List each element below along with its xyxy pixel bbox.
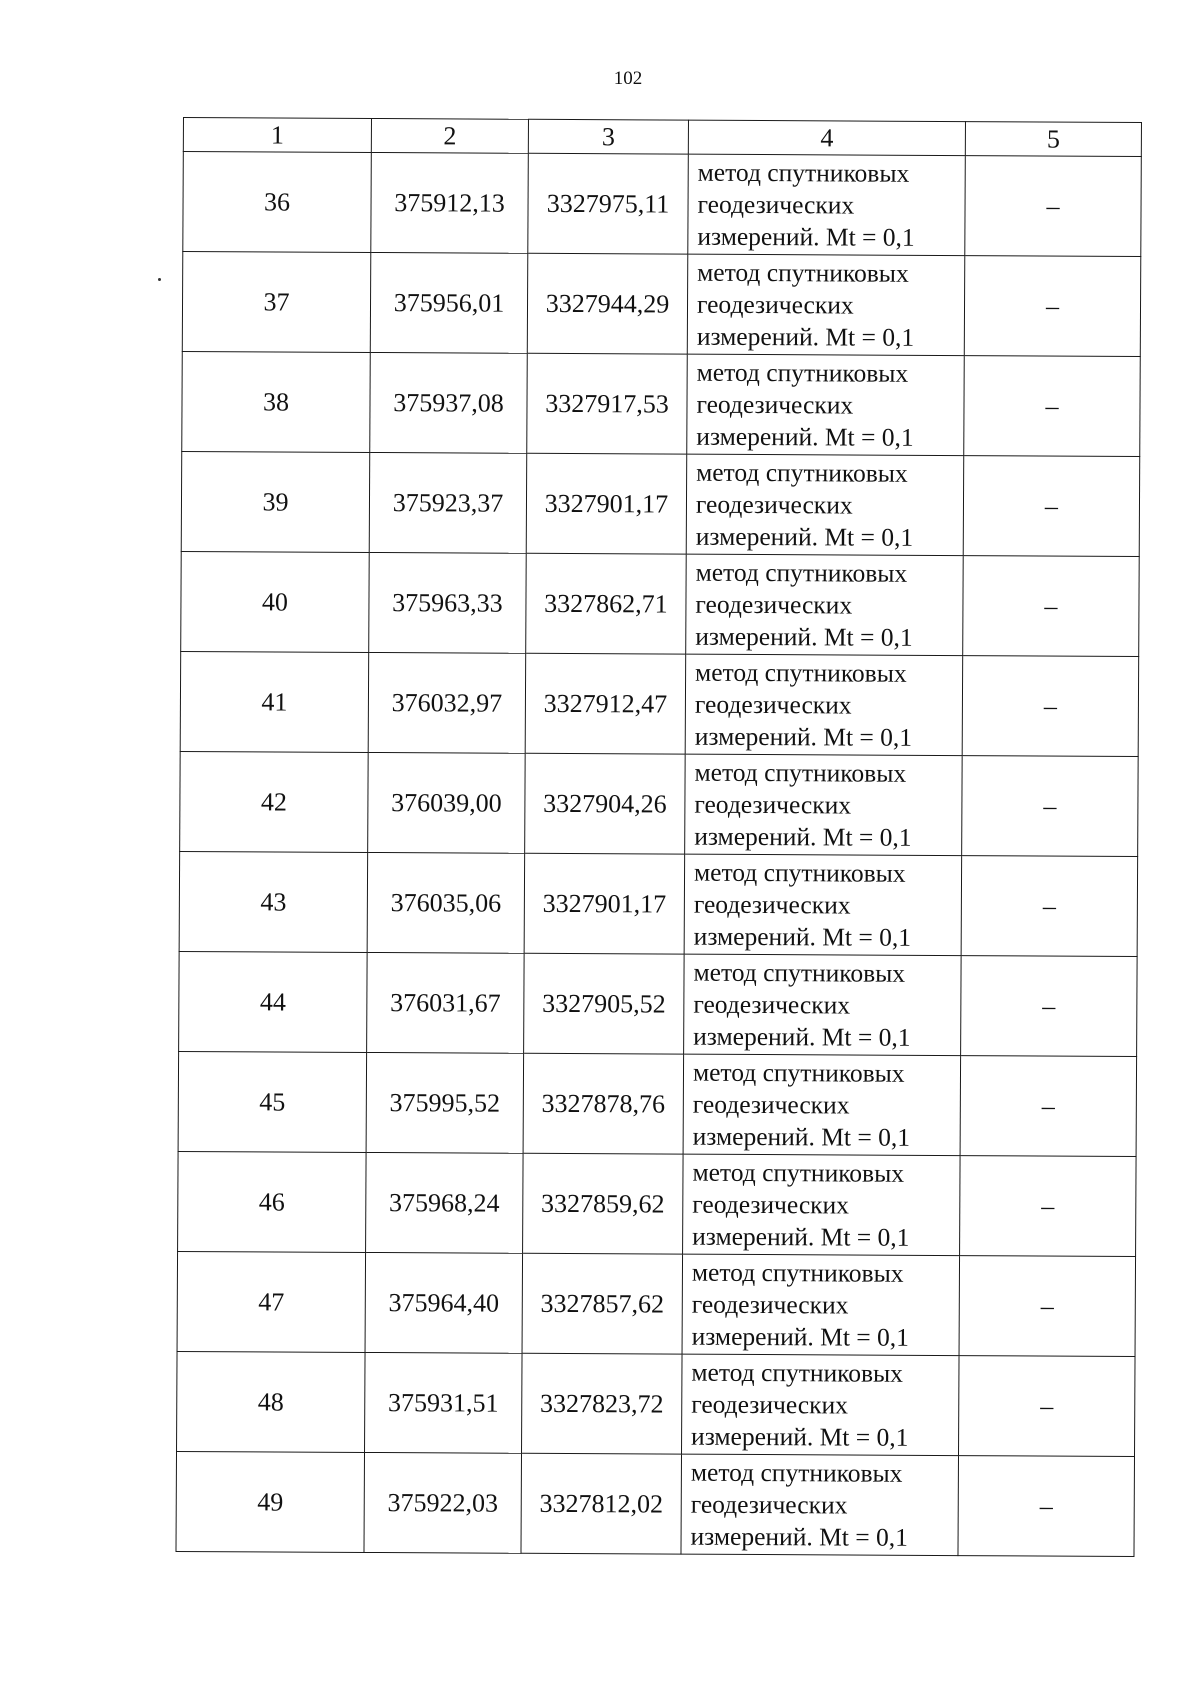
method-cell	[686, 554, 964, 655]
y-coordinate-cell: 3327812,02	[521, 1453, 682, 1554]
method-line: геодезических	[692, 1189, 850, 1220]
table-row	[181, 551, 1140, 656]
method-line: геодезических	[696, 289, 854, 320]
method-line: геодезических	[695, 489, 853, 520]
method-line: метод спутниковых	[691, 1357, 904, 1388]
table-row	[180, 651, 1139, 756]
method-line: измерений. Mt = 0,1	[693, 921, 912, 952]
note-cell: –	[963, 556, 1140, 657]
x-coordinate-cell: 376032,97	[368, 652, 526, 753]
method-line: геодезических	[691, 1389, 849, 1419]
method-line: метод спутниковых	[696, 457, 908, 488]
method-line: измерений. Mt = 0,1	[696, 421, 914, 452]
point-number-cell: 47	[177, 1251, 366, 1352]
point-number-cell: 38	[182, 351, 371, 452]
method-line: измерений. Mt = 0,1	[694, 721, 913, 752]
point-number-cell: 42	[180, 751, 369, 852]
x-coordinate-cell: 375968,24	[366, 1152, 524, 1253]
note-cell: –	[962, 756, 1139, 857]
method-cell	[687, 354, 965, 455]
page-number: 102	[613, 68, 643, 89]
y-coordinate-cell: 3327823,72	[522, 1353, 683, 1454]
method-cell	[687, 254, 965, 355]
method-line: метод спутниковых	[691, 1257, 904, 1288]
note-cell: –	[960, 1056, 1137, 1157]
method-line: измерений. Mt = 0,1	[694, 821, 912, 852]
point-number-cell: 39	[181, 451, 370, 552]
method-line: метод спутниковых	[693, 957, 906, 988]
method-line: измерений. Mt = 0,1	[693, 1021, 911, 1052]
x-coordinate-cell: 375923,37	[369, 452, 527, 553]
method-cell	[681, 1454, 959, 1555]
y-coordinate-cell: 3327862,71	[526, 553, 687, 654]
point-number-cell: 44	[179, 951, 368, 1052]
x-coordinate-cell: 375937,08	[370, 352, 528, 453]
method-line: измерений. Mt = 0,1	[695, 521, 914, 552]
point-number-cell: 36	[183, 152, 372, 253]
point-number-cell: 48	[177, 1351, 366, 1452]
method-line: метод спутниковых	[692, 1057, 905, 1088]
y-coordinate-cell: 3327912,47	[525, 653, 686, 754]
method-cell	[682, 1354, 960, 1455]
x-coordinate-cell: 376035,06	[367, 852, 525, 953]
method-cell	[683, 1154, 961, 1255]
y-coordinate-cell: 3327901,17	[526, 453, 687, 554]
table-row	[181, 451, 1140, 556]
column-header-1: 1	[183, 118, 371, 153]
table-row	[176, 1451, 1135, 1556]
method-cell	[682, 1254, 960, 1355]
table-row	[177, 1351, 1136, 1456]
method-line: измерений. Mt = 0,1	[697, 221, 915, 252]
method-cell	[685, 654, 963, 755]
note-cell: –	[961, 856, 1138, 957]
method-line: метод спутниковых	[692, 1157, 905, 1188]
point-number-cell: 43	[179, 851, 368, 952]
note-cell: –	[964, 256, 1141, 357]
y-coordinate-cell: 3327901,17	[524, 853, 685, 954]
note-cell: –	[963, 456, 1140, 557]
table-row	[182, 252, 1141, 357]
x-coordinate-cell: 375922,03	[364, 1452, 522, 1553]
table-row	[179, 851, 1138, 956]
method-line: метод спутниковых	[695, 657, 907, 688]
x-coordinate-cell: 376031,67	[367, 952, 525, 1053]
method-cell	[684, 954, 962, 1055]
point-number-cell: 46	[178, 1151, 367, 1252]
table-row	[183, 152, 1142, 257]
x-coordinate-cell: 375956,01	[370, 252, 528, 353]
note-cell: –	[961, 956, 1138, 1057]
point-number-cell: 40	[181, 551, 370, 652]
method-line: геодезических	[694, 789, 852, 820]
method-line: измерений. Mt = 0,1	[690, 1521, 908, 1552]
x-coordinate-cell: 375964,40	[365, 1252, 523, 1353]
table-row	[180, 751, 1139, 856]
note-cell: –	[962, 656, 1139, 757]
column-header-2: 2	[371, 118, 528, 153]
method-line: метод спутниковых	[696, 357, 909, 388]
point-number-cell: 45	[178, 1051, 367, 1152]
point-number-cell: 37	[182, 252, 371, 353]
y-coordinate-cell: 3327878,76	[523, 1053, 684, 1154]
table-row	[179, 951, 1138, 1056]
method-line: геодезических	[691, 1289, 849, 1320]
point-number-cell: 49	[176, 1451, 365, 1552]
scan-speck	[158, 278, 161, 281]
y-coordinate-cell: 3327905,52	[524, 953, 685, 1054]
method-cell	[688, 154, 966, 255]
method-line: метод спутниковых	[697, 257, 909, 288]
y-coordinate-cell: 3327857,62	[522, 1253, 683, 1354]
method-line: геодезических	[692, 1089, 850, 1120]
y-coordinate-cell: 3327944,29	[527, 253, 688, 354]
method-line: метод спутниковых	[695, 557, 908, 588]
note-cell: –	[958, 1456, 1135, 1557]
coordinates-table	[175, 117, 1142, 1557]
method-cell	[685, 754, 963, 855]
y-coordinate-cell: 3327975,11	[528, 153, 689, 254]
column-header-5: 5	[965, 122, 1141, 157]
method-line: измерений. Mt = 0,1	[695, 621, 913, 652]
method-line: геодезических	[696, 389, 854, 420]
method-line: метод спутниковых	[690, 1457, 903, 1488]
column-header-4: 4	[688, 120, 965, 155]
y-coordinate-cell: 3327859,62	[523, 1153, 684, 1254]
x-coordinate-cell: 375963,33	[369, 552, 527, 653]
method-line: измерений. Mt = 0,1	[691, 1321, 910, 1352]
note-cell: –	[959, 1356, 1136, 1457]
method-line: измерений. Mt = 0,1	[691, 1421, 909, 1452]
x-coordinate-cell: 375931,51	[365, 1352, 523, 1453]
method-cell	[684, 854, 962, 955]
method-line: измерений. Mt = 0,1	[696, 321, 915, 352]
method-line: метод спутниковых	[694, 757, 907, 788]
method-line: метод спутниковых	[693, 857, 906, 888]
method-line: метод спутниковых	[697, 157, 910, 188]
method-line: геодезических	[690, 1489, 848, 1519]
x-coordinate-cell: 375912,13	[371, 152, 529, 253]
method-line: геодезических	[695, 589, 853, 620]
note-cell: –	[960, 1156, 1137, 1257]
header-row	[183, 118, 1141, 157]
table-row	[177, 1251, 1136, 1356]
table-row	[178, 1151, 1137, 1256]
x-coordinate-cell: 376039,00	[368, 752, 526, 853]
column-header-3: 3	[528, 119, 688, 154]
method-cell	[686, 454, 964, 555]
note-cell: –	[965, 156, 1142, 257]
y-coordinate-cell: 3327917,53	[527, 353, 688, 454]
point-number-cell: 41	[180, 651, 369, 752]
y-coordinate-cell: 3327904,26	[525, 753, 686, 854]
note-cell: –	[964, 356, 1141, 457]
x-coordinate-cell: 375995,52	[366, 1052, 524, 1153]
table-body	[176, 152, 1141, 1557]
method-line: геодезических	[697, 189, 855, 220]
method-line: измерений. Mt = 0,1	[692, 1121, 911, 1152]
method-cell	[683, 1054, 961, 1155]
method-line: геодезических	[693, 989, 851, 1020]
method-line: геодезических	[694, 689, 852, 720]
table-row	[178, 1051, 1137, 1156]
method-line: геодезических	[693, 889, 851, 920]
note-cell: –	[959, 1256, 1136, 1357]
table-row	[182, 351, 1141, 456]
method-line: измерений. Mt = 0,1	[692, 1221, 910, 1252]
